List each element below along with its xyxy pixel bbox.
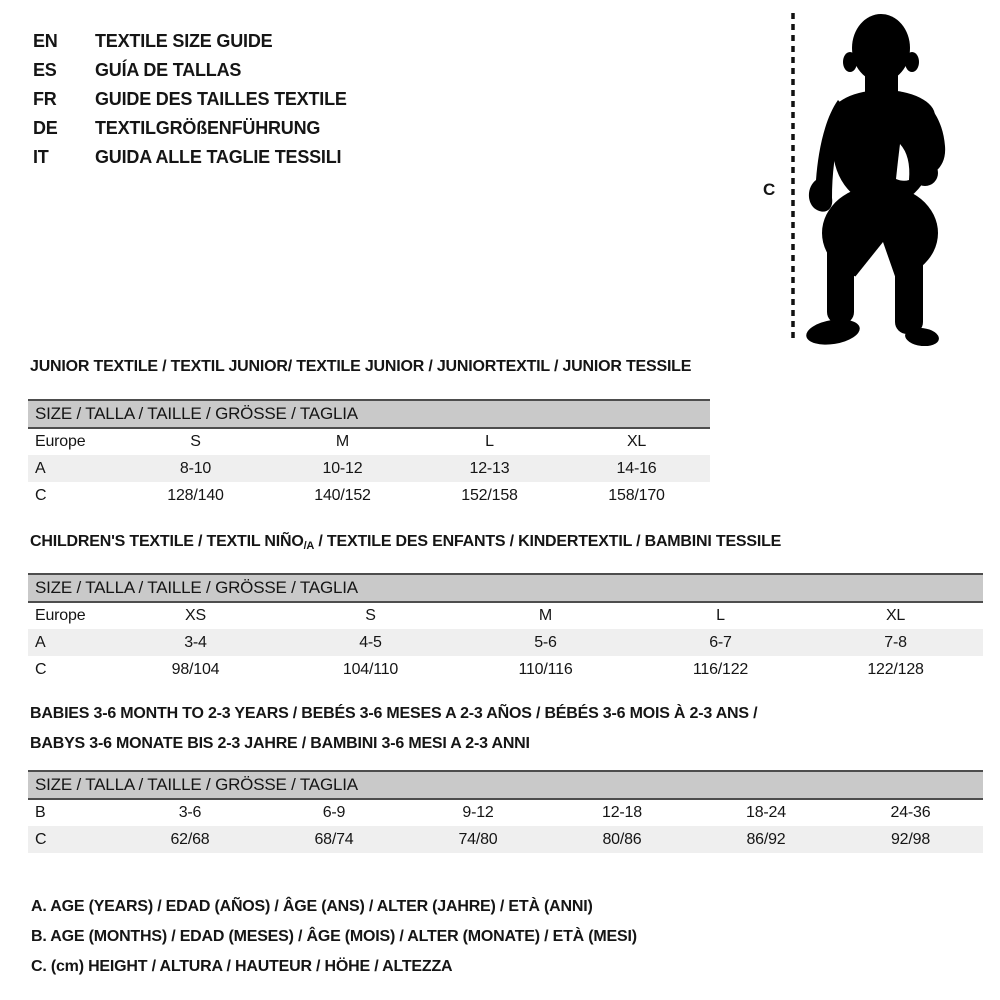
cell: 7-8 [808,629,983,656]
cell: XL [626,433,647,450]
cell: L [716,607,725,624]
cell: 8-10 [122,455,269,482]
language-row [33,56,347,85]
cell: 68/74 [262,826,406,853]
cell: 3-6 [178,804,202,821]
row-label: B [35,804,46,821]
table-row [28,799,983,826]
size-header: SIZE / TALLA / TAILLE / GRÖSSE / TAGLIA [28,400,710,428]
cell: 6-7 [633,629,808,656]
row-label: C [28,826,118,853]
cell: XL [885,607,906,624]
language-title: GUIDA ALLE TAGLIE TESSILI [95,147,342,167]
language-code: EN [33,31,58,51]
cell: 6-9 [322,804,346,821]
toddler-silhouette-figure [786,8,968,346]
language-row [33,143,347,172]
junior-size-table [28,399,710,509]
language-row [33,85,347,114]
cell: 98/104 [171,660,220,678]
cell: 116/122 [692,660,749,678]
cell: 152/158 [461,486,518,504]
cell: 18-24 [746,804,786,821]
footnote-b: B. AGE (MONTHS) / EDAD (MESES) / ÂGE (MOIS) / ALTER (MONATE) / ETÀ (MESI) [31,928,637,945]
language-row [33,27,347,56]
size-header: SIZE / TALLA / TAILLE / GRÖSSE / TAGLIA [28,574,983,602]
children-title-text: / TEXTILE DES ENFANTS / KINDERTEXTIL / BAMBINI TESSILE [314,533,782,550]
cell: S [365,607,376,624]
cell: M [335,433,350,450]
language-title: GUIDE DES TAILLES TEXTILE [95,89,347,109]
language-code: FR [33,89,57,109]
junior-section-title: JUNIOR TEXTILE / TEXTIL JUNIOR/ TEXTILE JUNIOR / JUNIORTEXTIL / JUNIOR TESSILE [30,358,692,375]
cell: 140/152 [314,486,371,504]
cell: 128/140 [167,486,224,504]
language-code: IT [33,147,49,167]
cell: 14-16 [563,455,710,482]
children-title-subscript: /A [303,540,315,552]
cell: 3-4 [108,629,283,656]
size-header-row [28,771,983,799]
toddler-silhouette [804,14,945,346]
table-row [28,656,983,683]
cell: 80/86 [550,826,694,853]
row-label: A [28,455,122,482]
language-title: GUÍA DE TALLAS [95,60,242,80]
cell: 5-6 [458,629,633,656]
cell: L [485,433,494,450]
language-code: DE [33,118,58,138]
cell: 92/98 [838,826,983,853]
size-header-row [28,574,983,602]
cell: 4-5 [283,629,458,656]
table-row [28,482,710,509]
cell: 9-12 [462,804,494,821]
row-label: C [35,660,47,678]
row-label: Europe [35,433,86,450]
children-size-table [28,573,983,683]
cell: 74/80 [406,826,550,853]
children-section-title [30,533,781,552]
cell: 110/116 [518,660,573,678]
language-title: TEXTILE SIZE GUIDE [95,31,273,51]
children-title-text: CHILDREN'S TEXTILE / TEXTIL NIÑO [30,533,304,550]
cell: XS [185,607,206,624]
row-label: A [28,629,108,656]
cell: 12-13 [416,455,563,482]
cell: 158/170 [608,486,665,504]
size-header-row [28,400,710,428]
height-measure-label: C [763,180,776,199]
babies-title-line2: BABYS 3-6 MONATE BIS 2-3 JAHRE / BAMBINI 3-6 MESI A 2-3 ANNI [30,735,530,752]
cell: 86/92 [694,826,838,853]
babies-title-line1: BABIES 3-6 MONTH TO 2-3 YEARS / BEBÉS 3-6 MESES A 2-3 AÑOS / BÉBÉS 3-6 MOIS À 2-3 ANS / [30,705,758,722]
cell: 104/110 [342,660,399,678]
language-title: TEXTILGRÖßENFÜHRUNG [95,118,321,138]
table-row [28,602,983,629]
footnote-c: C. (cm) HEIGHT / ALTURA / HAUTEUR / HÖHE / ALTEZZA [31,958,453,975]
table-row [28,629,983,656]
cell: M [538,607,553,624]
babies-section-title [30,699,757,759]
language-code: ES [33,60,57,80]
row-label: Europe [35,607,86,624]
table-row [28,428,710,455]
footnote-a: A. AGE (YEARS) / EDAD (AÑOS) / ÂGE (ANS) / ALTER (JAHRE) / ETÀ (ANNI) [31,898,593,915]
cell: 24-36 [890,804,931,821]
row-label: C [35,486,47,504]
table-row [28,826,983,853]
footnotes [31,892,637,982]
babies-size-table [28,770,983,853]
language-row [33,114,347,143]
cell: 122/128 [867,660,924,678]
language-list [33,27,347,172]
cell: S [190,433,201,450]
size-header: SIZE / TALLA / TAILLE / GRÖSSE / TAGLIA [28,771,983,799]
cell: 62/68 [118,826,262,853]
cell: 12-18 [602,804,642,821]
cell: 10-12 [269,455,416,482]
table-row [28,455,710,482]
